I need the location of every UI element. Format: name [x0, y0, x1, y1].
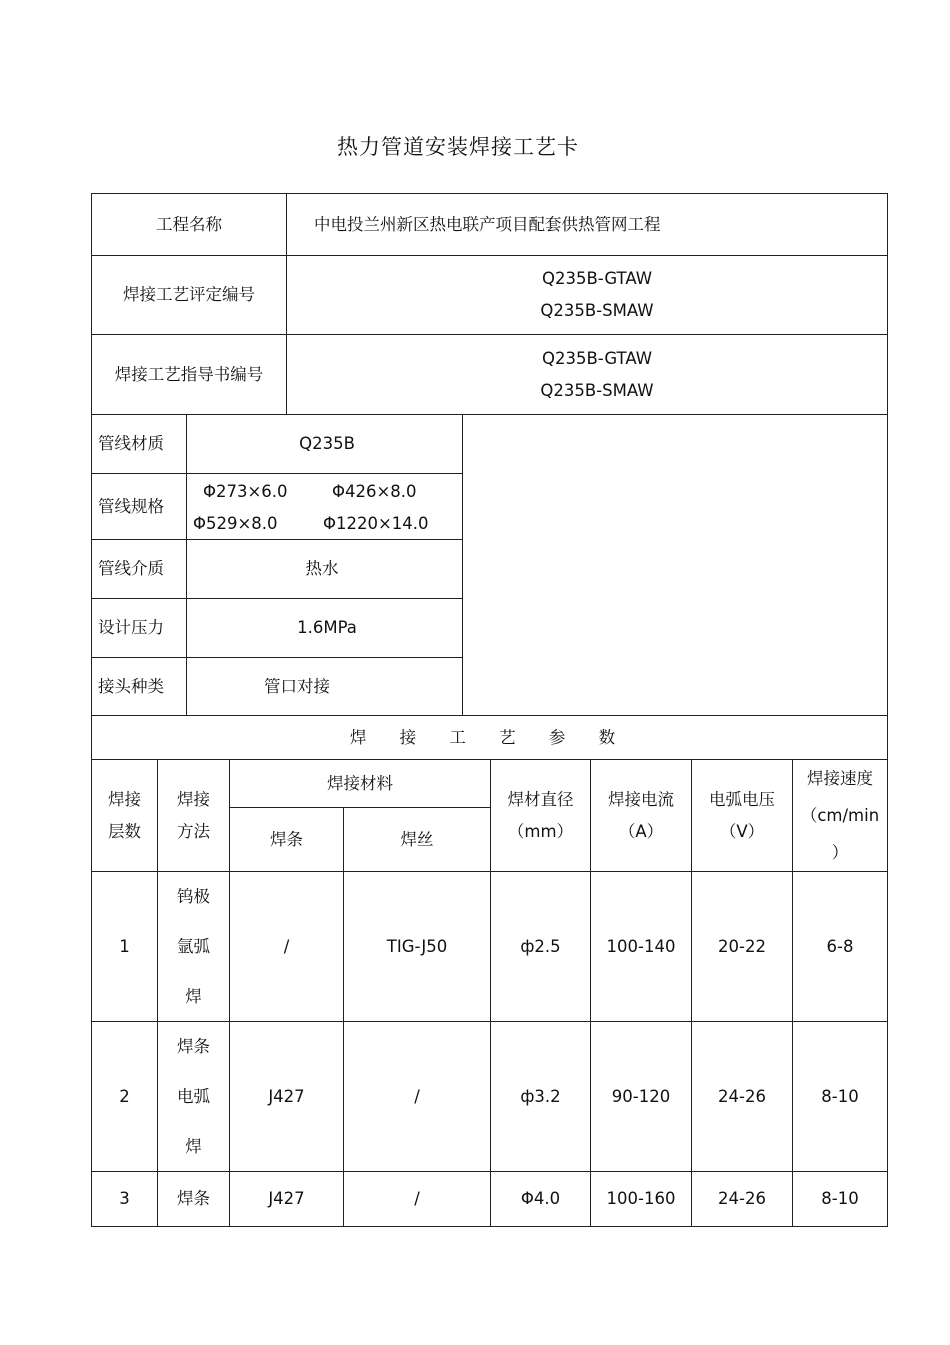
- row-layer: 1: [119, 936, 130, 956]
- pipe-spec-1: Φ273×6.0: [203, 482, 288, 501]
- row-voltage: 24-26: [718, 1086, 766, 1106]
- row-electrode: /: [283, 936, 290, 956]
- pipe-spec-2: Φ426×8.0: [332, 482, 417, 501]
- welding-params-title: 焊 接 工 艺 参 数: [349, 727, 630, 747]
- wpi-number-label: 焊接工艺指导书编号: [114, 364, 264, 384]
- row-wire: /: [414, 1189, 420, 1208]
- joint-type-label: 接头种类: [98, 676, 164, 696]
- row-speed: 6-8: [826, 936, 854, 956]
- project-name-value: 中电投兰州新区热电联产项目配套供热管网工程: [314, 214, 661, 234]
- pipe-spec-3: Φ529×8.0: [193, 514, 278, 533]
- row-wire: TIG-J50: [386, 936, 448, 956]
- row-layer: 3: [119, 1189, 130, 1208]
- row-diameter: Φ4.0: [520, 1189, 561, 1208]
- row-voltage: 24-26: [718, 1189, 766, 1208]
- pipe-medium-label: 管线介质: [98, 559, 164, 578]
- pipe-spec-label: 管线规格: [98, 496, 164, 516]
- row-current: 100-140: [606, 936, 676, 956]
- wpi-number-values: [287, 335, 907, 414]
- pipe-material-label: 管线材质: [98, 434, 164, 453]
- wpi-number-1: Q235B-GTAW: [541, 348, 653, 368]
- row-current: 100-160: [606, 1189, 676, 1208]
- header-wire: 焊丝: [400, 829, 434, 849]
- header-electrode: 焊条: [270, 829, 303, 849]
- row-layer: 2: [119, 1086, 130, 1106]
- header-voltage: 电弧电压 （V）: [709, 789, 775, 841]
- header-layer: 焊接 层数: [108, 789, 141, 841]
- wps-number-2: Q235B-SMAW: [540, 301, 654, 320]
- pipe-material-value: Q235B: [299, 434, 355, 453]
- header-diameter: 焊材直径 （mm）: [507, 789, 574, 841]
- row-speed: 8-10: [821, 1189, 859, 1208]
- design-pressure-value: 1.6MPa: [297, 618, 357, 637]
- wps-number-values: [287, 256, 907, 334]
- header-method: 焊接 方法: [177, 789, 210, 841]
- row-electrode: J427: [268, 1189, 305, 1208]
- joint-type-value: 管口对接: [264, 676, 330, 696]
- header-material: 焊接材料: [327, 773, 393, 793]
- header-current: 焊接电流 （A）: [608, 789, 674, 841]
- header-speed: 焊接速度 （cm/min ）: [800, 769, 880, 862]
- row-method: 焊条 电弧 焊: [177, 1036, 210, 1156]
- row-diameter: ф3.2: [520, 1086, 561, 1106]
- wps-number-label: 焊接工艺评定编号: [123, 285, 255, 304]
- row-speed: 8-10: [821, 1086, 859, 1106]
- project-name-label: 工程名称: [156, 214, 222, 234]
- row-wire: /: [414, 1086, 420, 1106]
- page-title: 热力管道安装焊接工艺卡: [337, 135, 579, 159]
- row-electrode: J427: [268, 1086, 305, 1106]
- row-method: 钨极 氩弧 焊: [177, 886, 210, 1006]
- design-pressure-label: 设计压力: [98, 618, 164, 637]
- pipe-spec-4: Φ1220×14.0: [323, 514, 429, 533]
- pipe-medium-value: 热水: [305, 559, 339, 578]
- row-voltage: 20-22: [718, 936, 766, 956]
- row-diameter: ф2.5: [520, 936, 561, 956]
- wps-number-1: Q235B-GTAW: [541, 269, 653, 288]
- wpi-number-2: Q235B-SMAW: [540, 380, 654, 400]
- row-current: 90-120: [611, 1086, 671, 1106]
- row-method: 焊条: [177, 1189, 210, 1208]
